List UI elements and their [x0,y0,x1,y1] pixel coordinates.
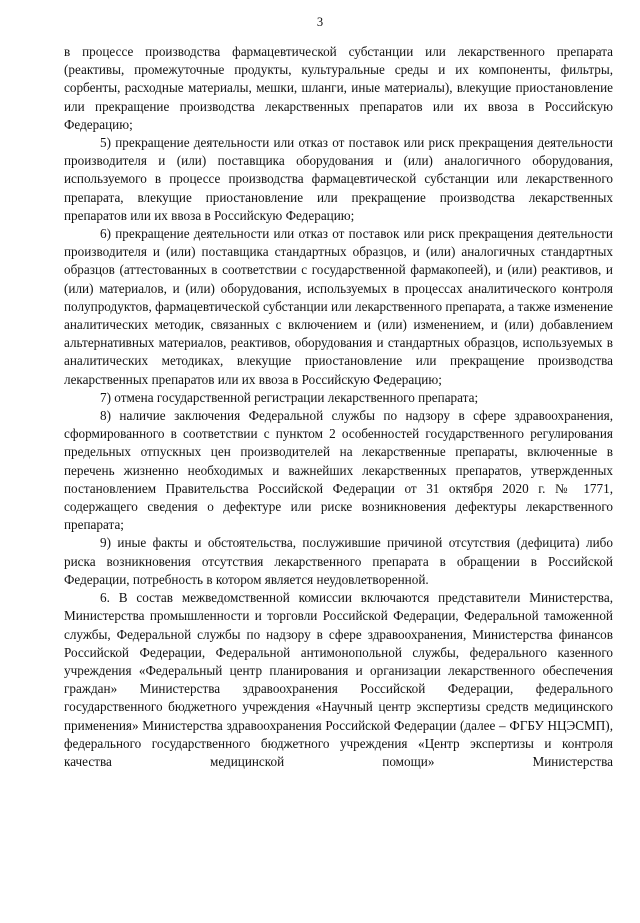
paragraph-item-8: 8) наличие заключения Федеральной службы по надзору в сфере здравоохранения, сформированного в соответствии с пунктом 2 особенностей государственного регулирования предельных отпускных цен производителей на лекарственные препараты, включенные в перечень жизненно необходимых и важнейших лекарственных препаратов, утвержденных постановлением Правительства Российской Федерации от 31 октября 2020 г. № 1771, содержащего сведения о дефектуре или риске возникновения дефектуры лекарственного препарата; [64,408,613,533]
paragraph-item-7: 7) отмена государственной регистрации лекарственного препарата; [100,389,479,405]
page-number: 3 [316,15,324,29]
document-body [64,43,613,771]
paragraph-item-9: 9) иные факты и обстоятельства, послужившие причиной отсутствия (дефицита) либо риска возникновения отсутствия лекарственного препарата в обращении в Российской Федерации, потребность в котором является неудовлетворенной. [64,535,613,587]
paragraph-item-5: 5) прекращение деятельности или отказ от поставок или риск прекращения деятельности производителя и (или) поставщика оборудования и (или) аналогичного оборудования, используемого в процессе производства фармацевтической субстанции или лекарственного препарата, влекущие приостановление или прекращение производства лекарственных препаратов или их ввоза в Российскую Федерацию; [64,135,613,223]
paragraph-section-6: 6. В состав межведомственной комиссии включаются представители Министерства, Министерства промышленности и торговли Российской Федерации, Федеральной таможенной службы, Федеральной службы по надзору в сфере здравоохранения, Министерства финансов Российской Федерации, Федеральной антимонопольной службы, федерального казенного учреждения «Федеральный центр планирования и организации лекарственного обеспечения граждан» Министерства здравоохранения Российской Федерации, федерального государственного бюджетного учреждения «Научный центр экспертизы средств медицинского применения» Министерства здравоохранения Российской Федерации (далее – ФГБУ НЦЭСМП), федерального государственного бюджетного учреждения «Центр экспертизы и контроля качества медицинской помощи» Министерства [64,590,613,769]
paragraph-continuation: в процессе производства фармацевтической субстанции или лекарственного препарата (реактивы, промежуточные продукты, культуральные среды и их компоненты, фильтры, сорбенты, расходные материалы, мешки, шланги, иные материалы), влекущие приостановление или прекращение производства лекарственных препаратов или их ввоза в Российскую Федерацию; [64,44,613,132]
paragraph-item-6: 6) прекращение деятельности или отказ от поставок или риск прекращения деятельности производителя и (или) поставщика стандартных образцов, и (или) аналогичных стандартных образцов (аттестованных в соответствии с государственной фармакопеей), и (или) реактивов, и (или) материалов, и (или) оборудования, используемых в процессах аналитического контроля полупродуктов, фармацевтической субстанции или лекарственного препарата, а также изменение аналитических методик, связанных с включением и (или) изменением, и (или) добавлением альтернативных материалов, реактивов, оборудования и стандартных образцов, используемых в аналитических методиках, влекущие приостановление или прекращение производства лекарственных препаратов или их ввоза в Российскую Федерацию; [64,226,613,387]
